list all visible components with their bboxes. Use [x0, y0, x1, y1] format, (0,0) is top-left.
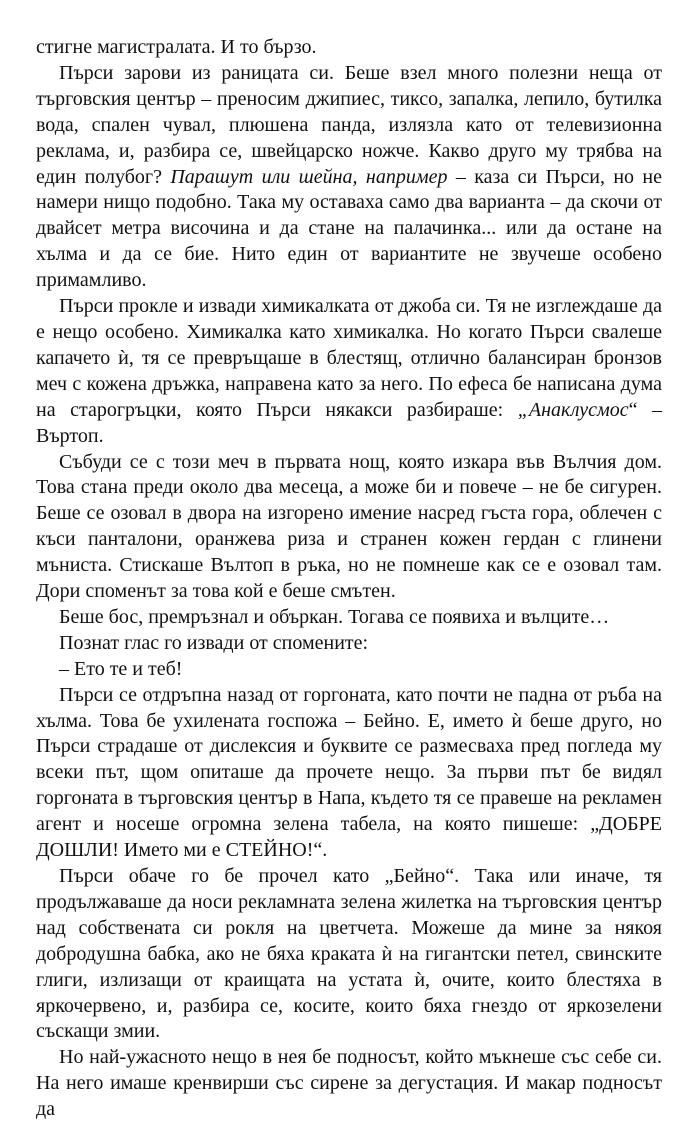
- paragraph-text: – каза си Пърси, но не намери нищо подобно. Така му оставаха само два варианта – да скочи от двайсет метра височина и да стане на палачинка... или да остане на хълма и да се бие. Нито един от вариантите не звучеше особено примамливо.: [36, 165, 663, 292]
- paragraph-backpack: [36, 61, 662, 294]
- paragraph-wolves: Беше бос, премръзнал и объркан. Тогава се появиха и вълците…: [59, 605, 610, 628]
- paragraph-wolf-house: Събуди се с този меч в първата нощ, която изкара във Вълчия дом. Това стана преди около два месеца, а може би и повече – не бе сигурен. Беше се озовал в двора на изгорено имение насред гъста гора, облечен с къси панталони, оранжева риза и странен кожен гердан с глинени мъниста. Стискаше Вълтоп в ръка, но не помнеше как се е озовал там. Дори споменът за това кой е беше смътен.: [36, 450, 662, 603]
- paragraph-gorgon: Пърси се отдръпна назад от горгоната, като почти не падна от ръба на хълма. Това бе ухилената госпожа – Бейно. Е, името ѝ беше друго, но Пърси страдаше от дислексия и буквите се размесваха пред погледа му всеки път, щом опиташе да прочете нещо. За първи път бе видял горгоната в търговския център в Напа, където тя се правеше на рекламен агент и носеше огромна зелена табела, на която пишеше: „ДОБРЕ ДОШЛИ! Името ми е СТЕЙНО!“.: [36, 683, 662, 862]
- paragraph-tray: Но най-ужасното нещо в нея бе подносът, който мъкнеше със себе си. На него имаше кренвирши със сирене за дегустация. И макар подносът да: [36, 1046, 662, 1121]
- paragraph-continued: стигне магистралата. И то бързо.: [36, 36, 317, 58]
- paragraph-beino: Пърси обаче го бе прочел като „Бейно“. Така или иначе, тя продължаваше да носи рекламната зелена жилетка на търговския център над собствената си рокля на цветчета. Можеше да мине за някоя добродушна бабка, ако не бяха краката ѝ на гигантски петел, свинските глиги, излизащи от краищата на устата ѝ, очите, които блестяха в яркочервено, и, разбира се, косите, които бяха гнездо от яркозелени съскащи змии.: [36, 865, 662, 1043]
- paragraph-text: Пърси прокле и извади химикалката от джоба си. Тя не изглеждаше да е нещо особено. Химикалка като химикалка. Но когато Пърси свалеше капачето ѝ, тя се превръщаше в блестящ, отлично балансиран бронзов меч с кожена дръжка, направена като за него. По ефеса бе написана дума на старогръцки, която Пърси някакси разбираше:: [36, 295, 662, 421]
- paragraph-familiar-voice: Познат глас го извади от спомените:: [59, 631, 369, 654]
- italic-thought: Парашут или шейна, например: [170, 165, 448, 188]
- paragraph-text: Пърси зарови из раницата си. Беше взел много полезни неща от търговския център – преносим джипиес, тиксо, запалка, лепило, бутилка вода, спален чувал, плюшена панда, излязла като от телевизионна реклама, и, разбира се, швейцарско ножче. Какво друго му трябва на един полубог?: [36, 61, 662, 188]
- paragraph-pen-sword: [36, 294, 662, 449]
- paragraph-text: “ – Въртоп.: [36, 398, 662, 447]
- paragraph-dialogue: – Ето те и теб!: [59, 657, 183, 680]
- italic-sword-name: „Анаклусмос: [517, 398, 629, 421]
